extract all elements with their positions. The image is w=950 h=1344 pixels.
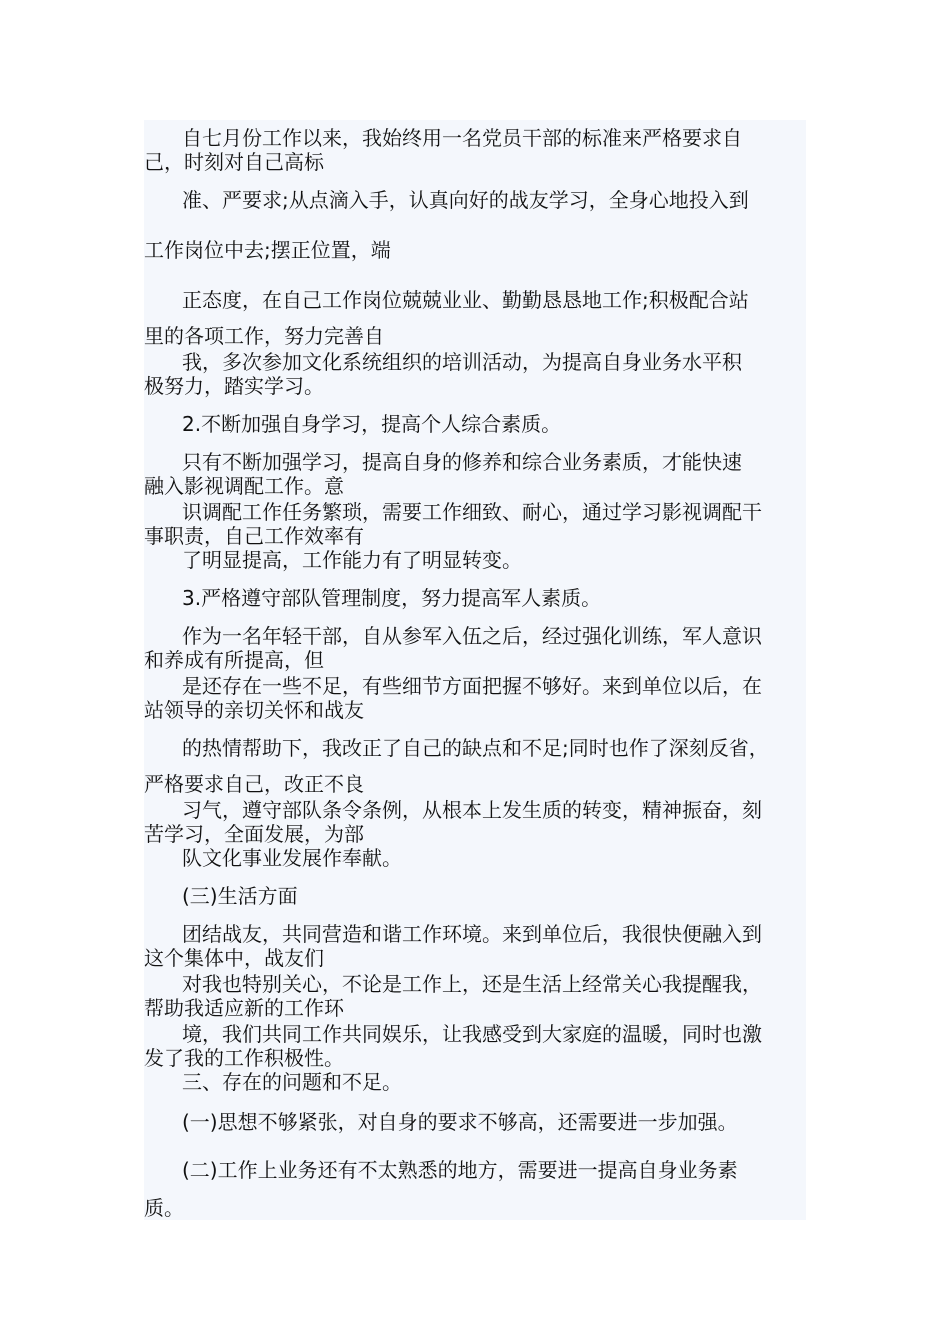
text-line: 质。: [144, 1196, 184, 1220]
section-heading: 3.严格遵守部队管理制度，努力提高军人素质。: [182, 586, 602, 610]
text-line: 站领导的亲切关怀和战友: [144, 698, 364, 722]
text-line: (一)思想不够紧张，对自身的要求不够高，还需要进一步加强。: [182, 1110, 738, 1134]
text-line: 识调配工作任务繁琐，需要工作细致、耐心，通过学习影视调配干: [182, 500, 762, 524]
text-line: 境，我们共同工作共同娱乐，让我感受到大家庭的温暖，同时也激: [182, 1022, 762, 1046]
section-heading: 2.不断加强自身学习，提高个人综合素质。: [182, 412, 562, 436]
text-line: 极努力，踏实学习。: [144, 374, 324, 398]
text-line: 自七月份工作以来，我始终用一名党员干部的标准来严格要求自: [182, 126, 742, 150]
text-line: 我，多次参加文化系统组织的培训活动，为提高自身业务水平积: [182, 350, 742, 374]
text-line: 事职责，自己工作效率有: [144, 524, 364, 548]
text-line: 作为一名年轻干部，自从参军入伍之后，经过强化训练，军人意识: [182, 624, 762, 648]
text-line: 苦学习，全面发展，为部: [144, 822, 364, 846]
text-line: 队文化事业发展作奉献。: [182, 846, 402, 870]
text-line: 融入影视调配工作。意: [144, 474, 344, 498]
text-line: 是还存在一些不足，有些细节方面把握不够好。来到单位以后，在: [182, 674, 762, 698]
text-line: 工作岗位中去;摆正位置，端: [144, 238, 391, 262]
text-line: (二)工作上业务还有不太熟悉的地方，需要进一提高自身业务素: [182, 1158, 738, 1182]
text-line: 对我也特别关心，不论是工作上，还是生活上经常关心我提醒我，: [182, 972, 762, 996]
text-line: 团结战友，共同营造和谐工作环境。来到单位后，我很快便融入到: [182, 922, 762, 946]
text-line: 的热情帮助下，我改正了自己的缺点和不足;同时也作了深刻反省，: [182, 736, 769, 760]
section-heading: 三、存在的问题和不足。: [182, 1070, 402, 1094]
text-line: 里的各项工作，努力完善自: [144, 324, 384, 348]
text-line: 帮助我适应新的工作环: [144, 996, 344, 1020]
text-line: 这个集体中，战友们: [144, 946, 324, 970]
section-heading: (三)生活方面: [182, 884, 298, 908]
text-line: 准、严要求;从点滴入手，认真向好的战友学习，全身心地投入到: [182, 188, 749, 212]
text-line: 正态度，在自己工作岗位兢兢业业、勤勤恳恳地工作;积极配合站: [182, 288, 749, 312]
text-line: 发了我的工作积极性。: [144, 1046, 344, 1070]
text-line: 只有不断加强学习，提高自身的修养和综合业务素质，才能快速: [182, 450, 742, 474]
text-line: 和养成有所提高，但: [144, 648, 324, 672]
text-line: 严格要求自己，改正不良: [144, 772, 364, 796]
text-line: 习气，遵守部队条令条例，从根本上发生质的转变，精神振奋，刻: [182, 798, 762, 822]
text-line: 己，时刻对自己高标: [144, 150, 324, 174]
text-line: 了明显提高，工作能力有了明显转变。: [182, 548, 522, 572]
